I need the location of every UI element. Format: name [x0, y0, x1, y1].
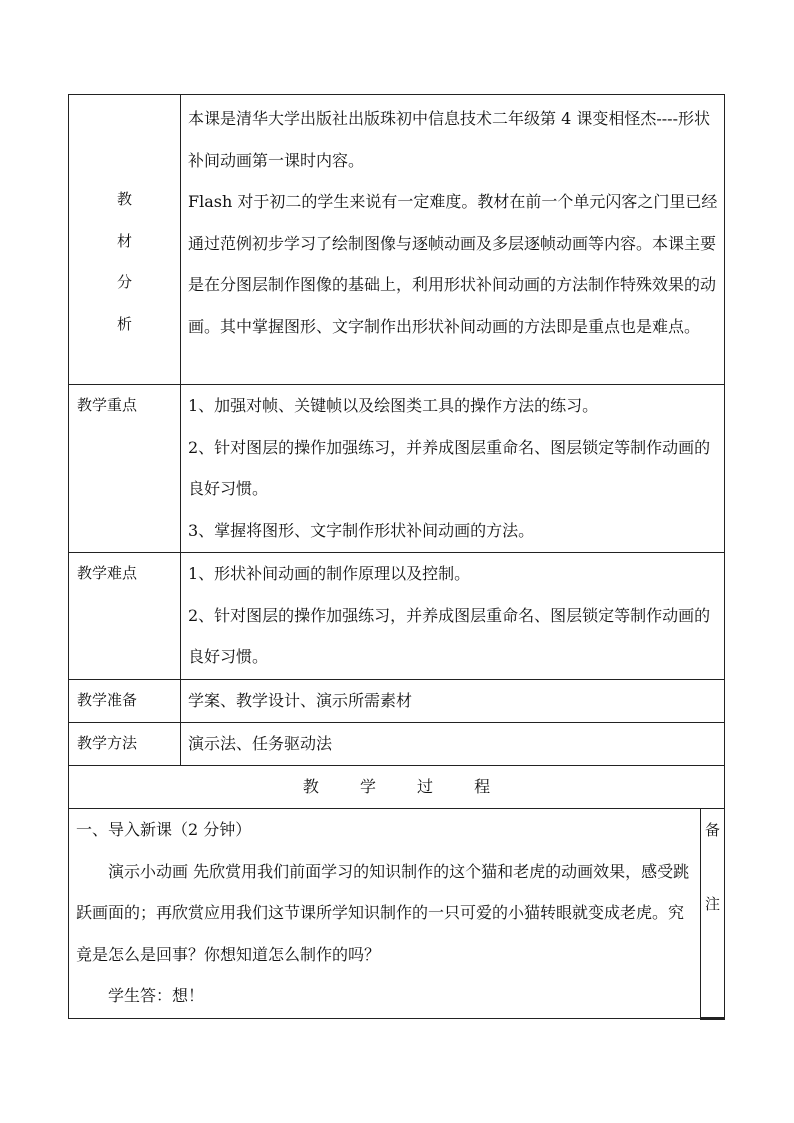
methods-label: 教学方法	[69, 723, 181, 766]
process-heading-char: 程	[474, 777, 491, 796]
methods-row	[69, 723, 725, 766]
process-content-row	[69, 809, 725, 1019]
difficult-point-item: 2、针对图层的操作加强练习，并养成图层重命名、图层锁定等制作动画的良好习惯。	[188, 605, 711, 666]
remarks-char: 备	[704, 821, 720, 839]
preparation-content: 学案、教学设计、演示所需素材	[181, 680, 725, 723]
analysis-label-char: 教	[116, 190, 132, 208]
preparation-row	[69, 680, 725, 723]
key-point-item: 3、掌握将图形、文字制作形状补间动画的方法。	[188, 520, 535, 540]
analysis-label-char: 分	[116, 273, 132, 291]
remarks-char: 注	[704, 895, 720, 913]
analysis-row	[69, 95, 725, 385]
key-points-label: 教学重点	[69, 385, 181, 553]
process-content	[69, 809, 701, 1019]
methods-content: 演示法、任务驱动法	[181, 723, 725, 766]
preparation-label: 教学准备	[69, 680, 181, 723]
analysis-label-char: 析	[116, 314, 132, 333]
process-heading-row	[69, 766, 725, 809]
key-point-item: 2、针对图层的操作加强练习，并养成图层重命名、图层锁定等制作动画的良好习惯。	[188, 437, 711, 498]
difficult-points-row	[69, 553, 725, 680]
analysis-label-char: 材	[116, 231, 132, 250]
analysis-paragraph: Flash 对于初二的学生来说有一定难度。教材在前一个单元闪客之门里已经通过范例初步学习了绘制图像与逐帧动画及多层逐帧动画等内容。本课主要是在分图层制作图像的基础上，利用形状补间动画的方法制作特殊效果的动画。其中掌握图形、文字制作出形状补间动画的方法即是重点也是难点。	[188, 192, 718, 336]
difficult-points-label: 教学难点	[69, 553, 181, 680]
key-points-content	[181, 385, 725, 553]
process-paragraph: 演示小动画 先欣赏用我们前面学习的知识制作的这个猫和老虎的动画效果，感受跳跃画面的；再欣赏应用我们这节课所学知识制作的一只可爱的小猫转眼就变成老虎。究竟是怎么是回事？你想知道怎么制作的吗？	[76, 861, 690, 964]
analysis-paragraph: 本课是清华大学出版社出版珠初中信息技术二年级第 4 课变相怪杰----形状补间动画第一课时内容。	[188, 109, 710, 170]
lesson-plan-table	[68, 94, 725, 1020]
analysis-content	[181, 95, 725, 385]
process-heading	[69, 766, 725, 809]
remarks-column	[701, 809, 725, 1019]
difficult-points-content	[181, 553, 725, 680]
process-section-title: 一、导入新课（2 分钟）	[76, 820, 252, 839]
difficult-point-item: 1、形状补间动画的制作原理以及控制。	[188, 564, 471, 583]
analysis-label	[69, 95, 181, 385]
process-heading-char: 教	[302, 777, 319, 796]
key-point-item: 1、加强对帧、关键帧以及绘图类工具的操作方法的练习。	[188, 396, 599, 415]
process-answer: 学生答：想！	[108, 986, 205, 1005]
key-points-row	[69, 385, 725, 553]
process-heading-char: 过	[417, 777, 434, 796]
process-heading-char: 学	[359, 777, 376, 796]
